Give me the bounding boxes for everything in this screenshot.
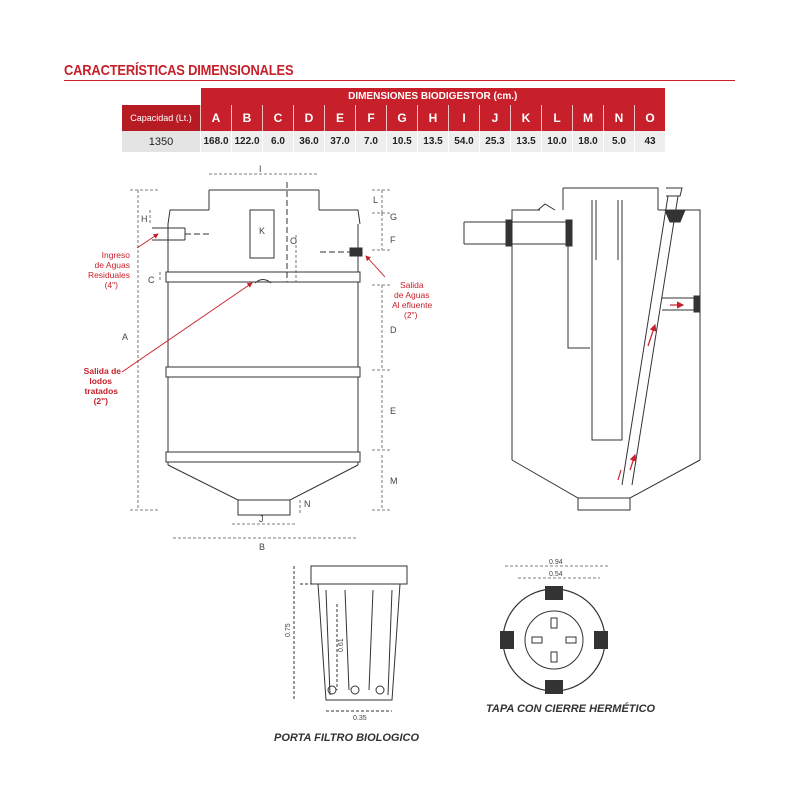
lid-caption: TAPA CON CIERRE HERMÉTICO <box>486 703 656 715</box>
dim-B: B <box>259 542 266 552</box>
col-letter-H: H <box>418 105 449 131</box>
col-letter-F: F <box>356 105 387 131</box>
capacity-label: Capacidad (Lt.) <box>122 105 201 131</box>
dim-L: L <box>373 195 379 205</box>
col-value-E: 37.0 <box>325 131 356 152</box>
col-value-C: 6.0 <box>263 131 294 152</box>
col-letter-I: I <box>449 105 480 131</box>
sludge-label-1: Salida de <box>83 366 121 376</box>
col-value-L: 10.0 <box>542 131 573 152</box>
filter-height-inner: 0.61 <box>338 638 345 652</box>
col-value-B: 122.0 <box>232 131 263 152</box>
col-value-O: 43 <box>635 131 666 152</box>
sludge-label-3: tratados <box>84 386 118 396</box>
section-flow-arrows <box>618 305 683 480</box>
lid-outer-dim: 0.94 <box>549 559 563 566</box>
col-letter-L: L <box>542 105 573 131</box>
col-letter-O: O <box>635 105 666 131</box>
dim-C: C <box>148 275 155 285</box>
capacity-value: 1350 <box>122 131 201 152</box>
front-view <box>152 182 362 515</box>
col-value-N: 5.0 <box>604 131 635 152</box>
col-letter-M: M <box>573 105 604 131</box>
col-value-D: 36.0 <box>294 131 325 152</box>
dim-D: D <box>390 325 397 335</box>
dim-J: J <box>259 514 264 524</box>
col-letter-E: E <box>325 105 356 131</box>
col-letter-D: D <box>294 105 325 131</box>
col-value-M: 18.0 <box>573 131 604 152</box>
col-value-A: 168.0 <box>201 131 232 152</box>
col-letter-C: C <box>263 105 294 131</box>
table-header: DIMENSIONES BIODIGESTOR (cm.) <box>201 88 666 105</box>
col-letter-J: J <box>480 105 511 131</box>
outlet-label-2: de Aguas <box>394 290 430 300</box>
filter-holder <box>294 566 407 711</box>
dim-E: E <box>390 406 397 416</box>
col-letter-G: G <box>387 105 418 131</box>
col-letter-A: A <box>201 105 232 131</box>
col-value-I: 54.0 <box>449 131 480 152</box>
inlet-label-1: Ingreso <box>101 250 130 260</box>
dim-M: M <box>390 476 398 486</box>
outlet-label-4: (2") <box>404 310 418 320</box>
col-letter-N: N <box>604 105 635 131</box>
section-title: CARACTERÍSTICAS DIMENSIONALES <box>64 62 294 79</box>
dim-O: O <box>290 236 298 246</box>
sludge-label-4: (2") <box>93 396 108 406</box>
outlet-label-3: Al efluente <box>392 300 433 310</box>
col-value-J: 25.3 <box>480 131 511 152</box>
filter-height-outer: 0.75 <box>285 623 292 637</box>
dim-N: N <box>304 499 311 509</box>
front-dimension-letters <box>122 164 398 552</box>
col-letter-K: K <box>511 105 542 131</box>
inlet-label-3: Residuales <box>87 270 130 280</box>
front-callouts <box>84 234 433 406</box>
dim-H: H <box>141 214 148 224</box>
col-value-G: 10.5 <box>387 131 418 152</box>
filter-width: 0.35 <box>353 715 367 722</box>
dim-G: G <box>390 212 398 222</box>
sludge-label-2: lodos <box>89 376 112 386</box>
inlet-label-4: (4") <box>104 280 118 290</box>
col-letter-B: B <box>232 105 263 131</box>
dim-A: A <box>122 332 129 342</box>
col-value-K: 13.5 <box>511 131 542 152</box>
dim-I: I <box>259 164 262 174</box>
lid-inner-dim: 0.54 <box>549 571 563 578</box>
dim-F: F <box>390 235 396 245</box>
col-value-H: 13.5 <box>418 131 449 152</box>
outlet-label-1: Salida <box>400 280 424 290</box>
inlet-label-2: de Aguas <box>94 260 130 270</box>
dim-K: K <box>259 226 266 236</box>
section-view <box>464 188 700 510</box>
filter-holder-caption: PORTA FILTRO BIOLOGICO <box>274 732 420 744</box>
col-value-F: 7.0 <box>356 131 387 152</box>
lid <box>486 559 656 715</box>
